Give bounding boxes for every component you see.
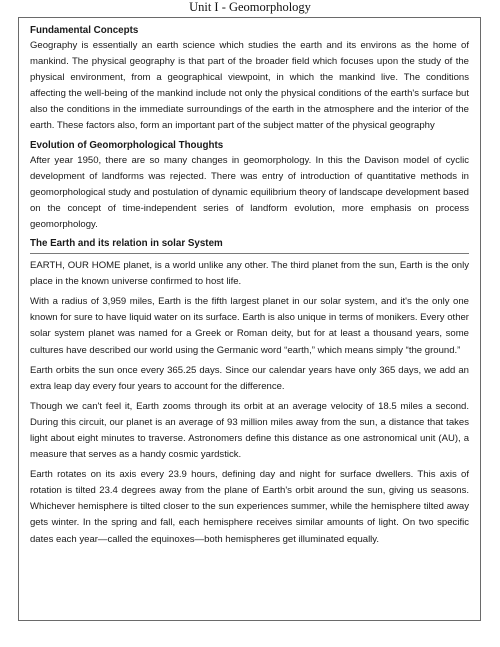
section-divider	[30, 253, 469, 254]
content-frame	[18, 17, 481, 621]
heading-evolution-geomorphological-thoughts: Evolution of Geomorphological Thoughts	[30, 139, 224, 151]
heading-fundamental-concepts: Fundamental Concepts	[30, 25, 139, 36]
paragraph: Earth rotates on its axis every 23.9 hours, defining day and night for surface dwellers. This axis of rotation is tilted 23.4 degrees away from the plane of Earth's orbit around the sun, giving us seasons. Whichever hemisphere is tilted closer to the sun experiences summer, while the hemisphere tilted away gets winter. In the spring and fall, each hemisphere receives similar amounts of light. On two specific dates each year—called the equinoxes—both hemispheres get illuminated equally.	[30, 469, 469, 545]
paragraph: Earth orbits the sun once every 365.25 days. Since our calendar years have only 365 days, we add an extra leap day every four years to account for the difference.	[30, 364, 469, 392]
heading-earth-solar-system: The Earth and its relation in solar System	[30, 238, 223, 250]
paragraph: With a radius of 3,959 miles, Earth is the fifth largest planet in our solar system, and it's the only one known for sure to have liquid water on its surface. Earth is also unique in terms of monikers. Every other solar system planet was named for a Greek or Roman deity, but for at least a thousand years, some cultures have described our world using the Germanic word “earth,” which means simply “the ground.”	[30, 296, 469, 356]
page-header-title: Unit I - Geomorphology	[189, 0, 311, 14]
paragraph: Though we can't feel it, Earth zooms through its orbit at an average velocity of 18.5 miles a second. During this circuit, our planet is an average of 93 million miles away from the sun, a distance that takes light about eight minutes to traverse. Astronomers define this distance as one astronomical unit (AU), a measure that serves as a handy cosmic yardstick.	[30, 400, 469, 461]
paragraph: After year 1950, there are so many changes in geomorphology. In this the Davison model of cyclic development of landforms was rejected. There was entry of introduction of quantitative methods in geomorphological study and postulation of dynamic equilibrium theory of landscape development based on the concept of time-independent series of landform evolution, more emphasis on process geomorphology.	[30, 154, 469, 230]
paragraph: EARTH, OUR HOME planet, is a world unlike any other. The third planet from the sun, Earth is the only place in the known universe confirmed to host life.	[30, 260, 469, 288]
paragraph: Geography is essentially an earth science which studies the earth and its environs as the home of mankind. The physical geography is that part of the broader field which focuses upon the study of the physical environment, from a geographical viewpoint, in which the mankind live. The conditions affecting the well-being of the mankind include not only the physical conditions of the earth's surface but also the conditions in the immediate surroundings of the earth in the atmosphere and the interior of the earth. These factors also, form an important part of the subject matter of the physical geography	[30, 40, 469, 132]
